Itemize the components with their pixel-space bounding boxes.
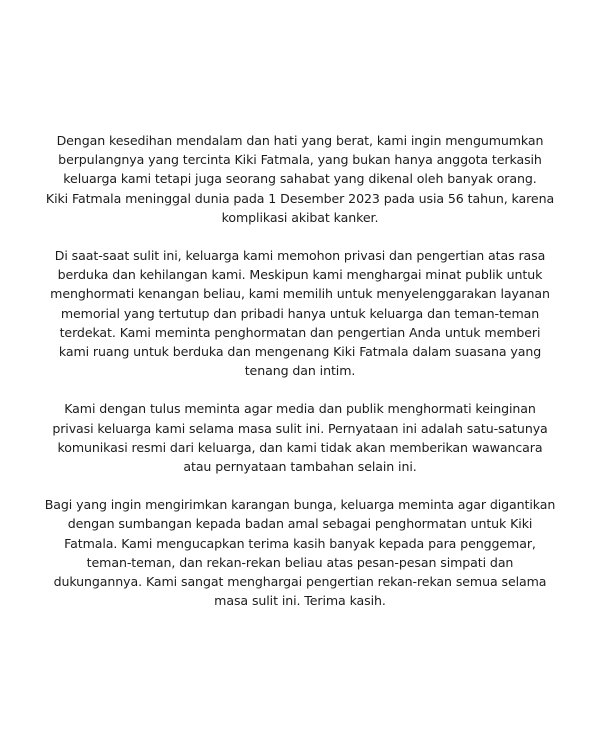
text-line: privasi keluarga kami selama masa sulit ini. Pernyataan ini adalah satu-satunya [52,420,548,436]
text-line: masa sulit ini. Terima kasih. [214,593,386,609]
text-line: menghormati kenangan beliau, kami memilih untuk menyelenggarakan layanan [50,286,550,302]
text-line: tenang dan intim. [244,363,356,379]
text-line: Kiki Fatmala meninggal dunia pada 1 Desember 2023 pada usia 56 tahun, karena [45,190,555,206]
text-line: teman-teman, dan rekan-rekan beliau atas pesan-pesan simpati dan [86,554,514,570]
text-line: Bagi yang ingin mengirimkan karangan bunga, keluarga meminta agar digantikan [44,497,556,513]
text-line: Fatmala. Kami mengucapkan terima kasih banyak kepada para penggemar, [64,535,536,551]
text-line: memorial yang tertutup dan pribadi hanya untuk keluarga dan teman-teman [60,305,540,321]
paragraph-privacy-request [30,246,570,380]
text-line: komplikasi akibat kanker. [221,209,379,225]
statement-text [30,131,570,610]
paragraph-media-request [30,399,570,476]
paragraph-announcement [30,131,570,227]
text-line: Dengan kesedihan mendalam dan hati yang berat, kami ingin mengumumkan [56,133,544,148]
text-line: Di saat-saat sulit ini, keluarga kami memohon privasi dan pengertian atas rasa [54,248,546,264]
text-line: terdekat. Kami meminta penghormatan dan pengertian Anda untuk memberi [59,324,541,340]
text-line: berpulangnya yang tercinta Kiki Fatmala, yang bukan hanya anggota terkasih [58,152,542,168]
text-line: komunikasi resmi dari keluarga, dan kami tidak akan memberikan wawancara [57,439,543,455]
text-line: dengan sumbangan kepada badan amal sebagai penghormatan untuk Kiki [67,516,533,532]
text-line: berduka dan kehilangan kami. Meskipun kami menghargai minat publik untuk [57,267,543,283]
text-line: atau pernyataan tambahan selain ini. [183,459,417,475]
text-line: Kami dengan tulus meminta agar media dan publik menghormati keinginan [64,401,536,417]
text-line: keluarga kami tetapi juga seorang sahabat yang dikenal oleh banyak orang. [63,171,537,187]
text-line: dukungannya. Kami sangat menghargai pengertian rekan-rekan semua selama [53,574,547,590]
paragraph-thanks [30,495,570,610]
text-line: kami ruang untuk berduka dan mengenang Kiki Fatmala dalam suasana yang [58,344,542,360]
